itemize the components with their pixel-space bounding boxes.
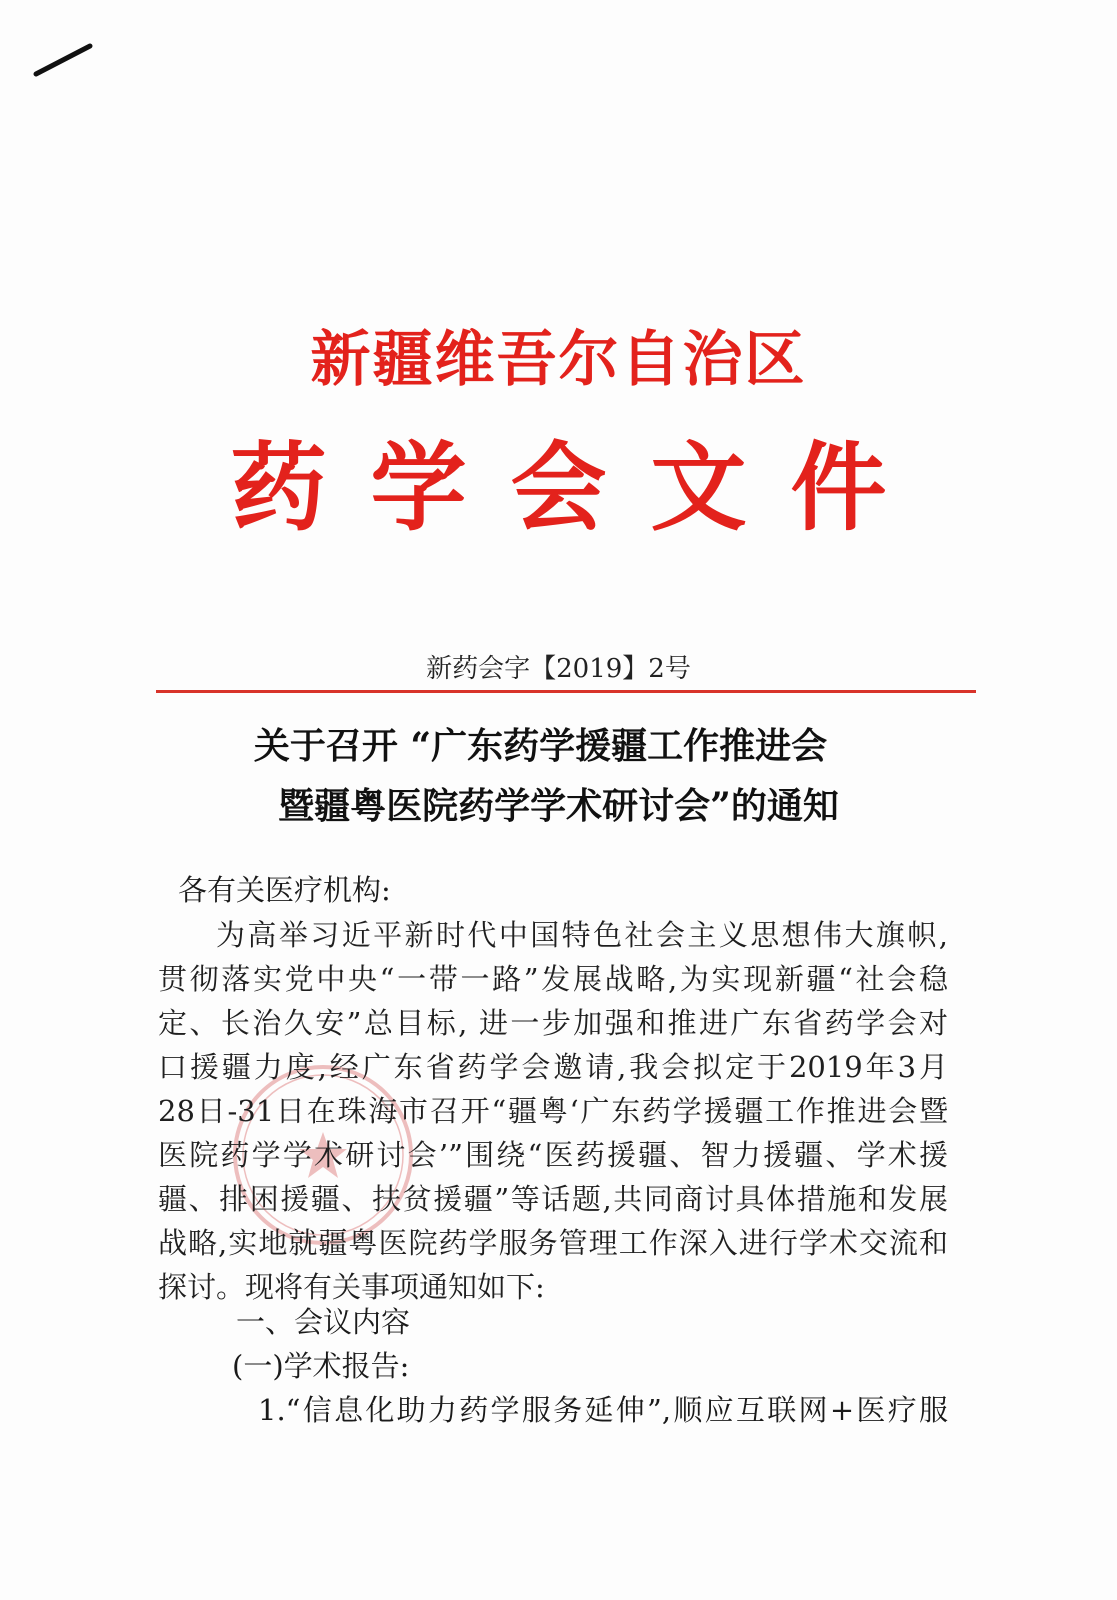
salutation: 各有关医疗机构: (178, 873, 391, 907)
section-heading-meeting-content: 一、会议内容 (236, 1305, 411, 1339)
red-divider-rule (156, 690, 976, 693)
notice-title-line-2: 暨疆粤医院药学学术研讨会”的通知 (278, 785, 839, 827)
pen-stroke-mark (32, 40, 96, 80)
notice-title-line-1: 关于召开 “广东药学援疆工作推进会 (253, 725, 828, 767)
body-line: 口援疆力度,经广东省药学会邀请,我会拟定于2019年3月 (158, 1050, 948, 1084)
body-line: 医院药学学术研讨会’”围绕“医药援疆、智力援疆、学术援 (158, 1138, 948, 1172)
notice-body (158, 913, 948, 1309)
body-line: 定、长治久安”总目标, 进一步加强和推进广东省药学会对 (158, 1006, 948, 1040)
body-line: 疆、排困援疆、扶贫援疆”等话题,共同商讨具体措施和发展 (158, 1182, 948, 1216)
body-line: 贯彻落实党中央“一带一路”发展战略,为实现新疆“社会稳 (158, 962, 948, 996)
body-line: 战略,实地就疆粤医院药学服务管理工作深入进行学术交流和 (158, 1226, 948, 1260)
issuing-org-name: 新疆维吾尔自治区 (310, 325, 807, 395)
document-number: 新药会字【2019】2号 (426, 654, 691, 684)
subsection-heading-academic-report: (一)学术报告: (232, 1349, 410, 1383)
body-line: 为高举习近平新时代中国特色社会主义思想伟大旗帜, (216, 918, 948, 952)
body-line: 28日-31日在珠海市召开“疆粤‘广东药学援疆工作推进会暨 (158, 1094, 948, 1128)
list-item-1: 1.“信息化助力药学服务延伸”,顺应互联网+医疗服 (258, 1393, 948, 1427)
document-type-heading: 药学会文件 (230, 431, 931, 544)
body-line: 探讨。现将有关事项通知如下: (158, 1270, 545, 1304)
